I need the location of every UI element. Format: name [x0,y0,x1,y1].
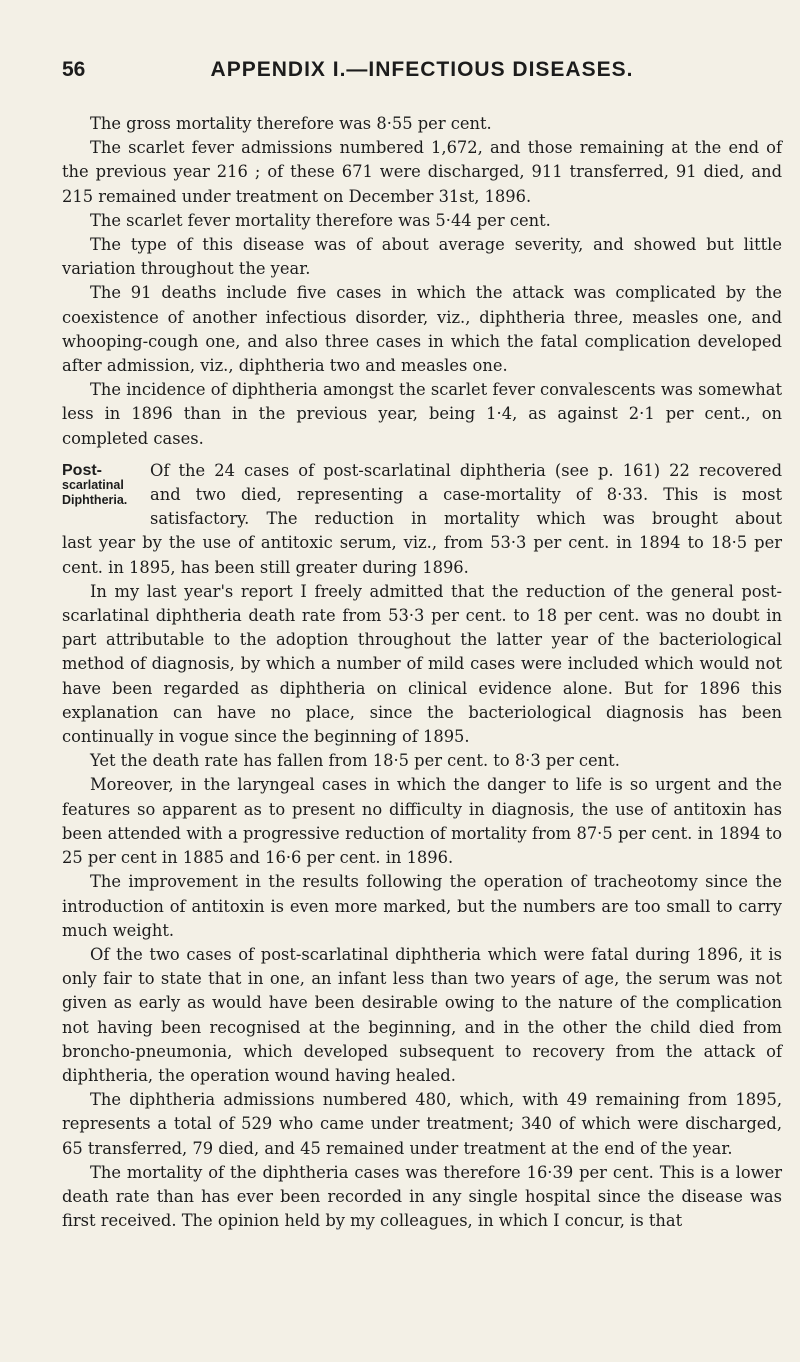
paragraph-line: and two died, representing a case-mortality of 8·33. This is most [150,485,782,505]
paragraph: The incidence of diphtheria amongst the scarlet fever convalescents was somewhat less in 1896 than in the previous year, being 1·4, as against 2·1 per cent., on completed cases. [62,380,782,448]
sidenote-line: Post- [62,461,102,479]
page-number: 56 [62,58,86,81]
paragraph: The scarlet fever mortality therefore was 5·44 per cent. [90,210,551,230]
margin-sidenote [62,463,140,508]
body-text [62,112,782,1233]
sidenote-paragraph [62,459,782,580]
page-header [62,58,782,98]
paragraph: The scarlet fever admissions numbered 1,672, and those remaining at the end of the previous year 216 ; of these 671 were discharged, 911 transferred, 91 died, and 215 remained under treatment on December 31st, 1896. [62,138,782,206]
sidenote-line: scarlatinal [62,477,124,492]
paragraph: Moreover, in the laryngeal cases in which the danger to life is so urgent and the features so apparent as to present no difficulty in diagnosis, the use of antitoxin has been attended with a progressive reduction of mortality from 87·5 per cent. in 1894 to 25 per cent in 1885 and 16·6 per cent. in 1896. [62,775,782,868]
running-head: APPENDIX I.—INFECTIOUS DISEASES. [210,58,634,81]
paragraph: The 91 deaths include five cases in which the attack was complicated by the coexistence of another infectious disorder, viz., diphtheria three, measles one, and whooping-cough one, and also three cases in which the fatal complication developed after admission, viz., diphtheria two and measles one. [62,283,782,376]
paragraph: The gross mortality therefore was 8·55 per cent. [90,114,492,133]
paragraph-line: satisfactory. The reduction in mortality which was brought about [150,509,782,529]
sidenote-line: Diphtheria. [62,492,128,507]
paragraph: Yet the death rate has fallen from 18·5 per cent. to 8·3 per cent. [90,751,620,771]
paragraph-line: Of the 24 cases of post-scarlatinal diphtheria (see p. 161) 22 recovered [150,460,782,480]
paragraph: Of the two cases of post-scarlatinal diphtheria which were fatal during 1896, it is only fair to state that in one, an infant less than two years of age, the serum was not given as early as would have been desirable owing to the nature of the complication not having been recognised at the beginning, and in the other the child died from broncho-pneumonia, which developed subsequent to recovery from the attack of diphtheria, the operation wound having healed. [62,944,782,1085]
paragraph: The mortality of the diphtheria cases was therefore 16·39 per cent. This is a lower death rate than has ever been recorded in any single hospital since the disease was first received. The opinion held by my colleagues, in which I concur, is that [62,1162,782,1231]
paragraph: In my last year's report I freely admitted that the reduction of the general post-scarlatinal diphtheria death rate from 53·3 per cent. to 18 per cent. was no doubt in part attributable to the adoption throughout the latter year of the bacteriological method of diagnosis, by which a number of mild cases were included which would not have been regarded as diphtheria on clinical evidence alone. But for 1896 this explanation can have no place, since the bacteriological diagnosis has been continually in vogue since the beginning of 1895. [62,581,782,747]
paragraph: The improvement in the results following the operation of tracheotomy since the introduction of antitoxin is even more marked, but the numbers are too small to carry much weight. [62,872,782,940]
paragraph: The diphtheria admissions numbered 480, which, with 49 remaining from 1895, represents a total of 529 who came under treatment; 340 of which were discharged, 65 transferred, 79 died, and 45 remained under treatment at the end of the year. [62,1090,782,1158]
paragraph-continuation: last year by the use of antitoxic serum, viz., from 53·3 per cent. in 1894 to 18·5 per cent. in 1895, has been still greater during 1896. [62,533,782,577]
paragraph: The type of this disease was of about average severity, and showed but little variation throughout the year. [62,235,782,279]
